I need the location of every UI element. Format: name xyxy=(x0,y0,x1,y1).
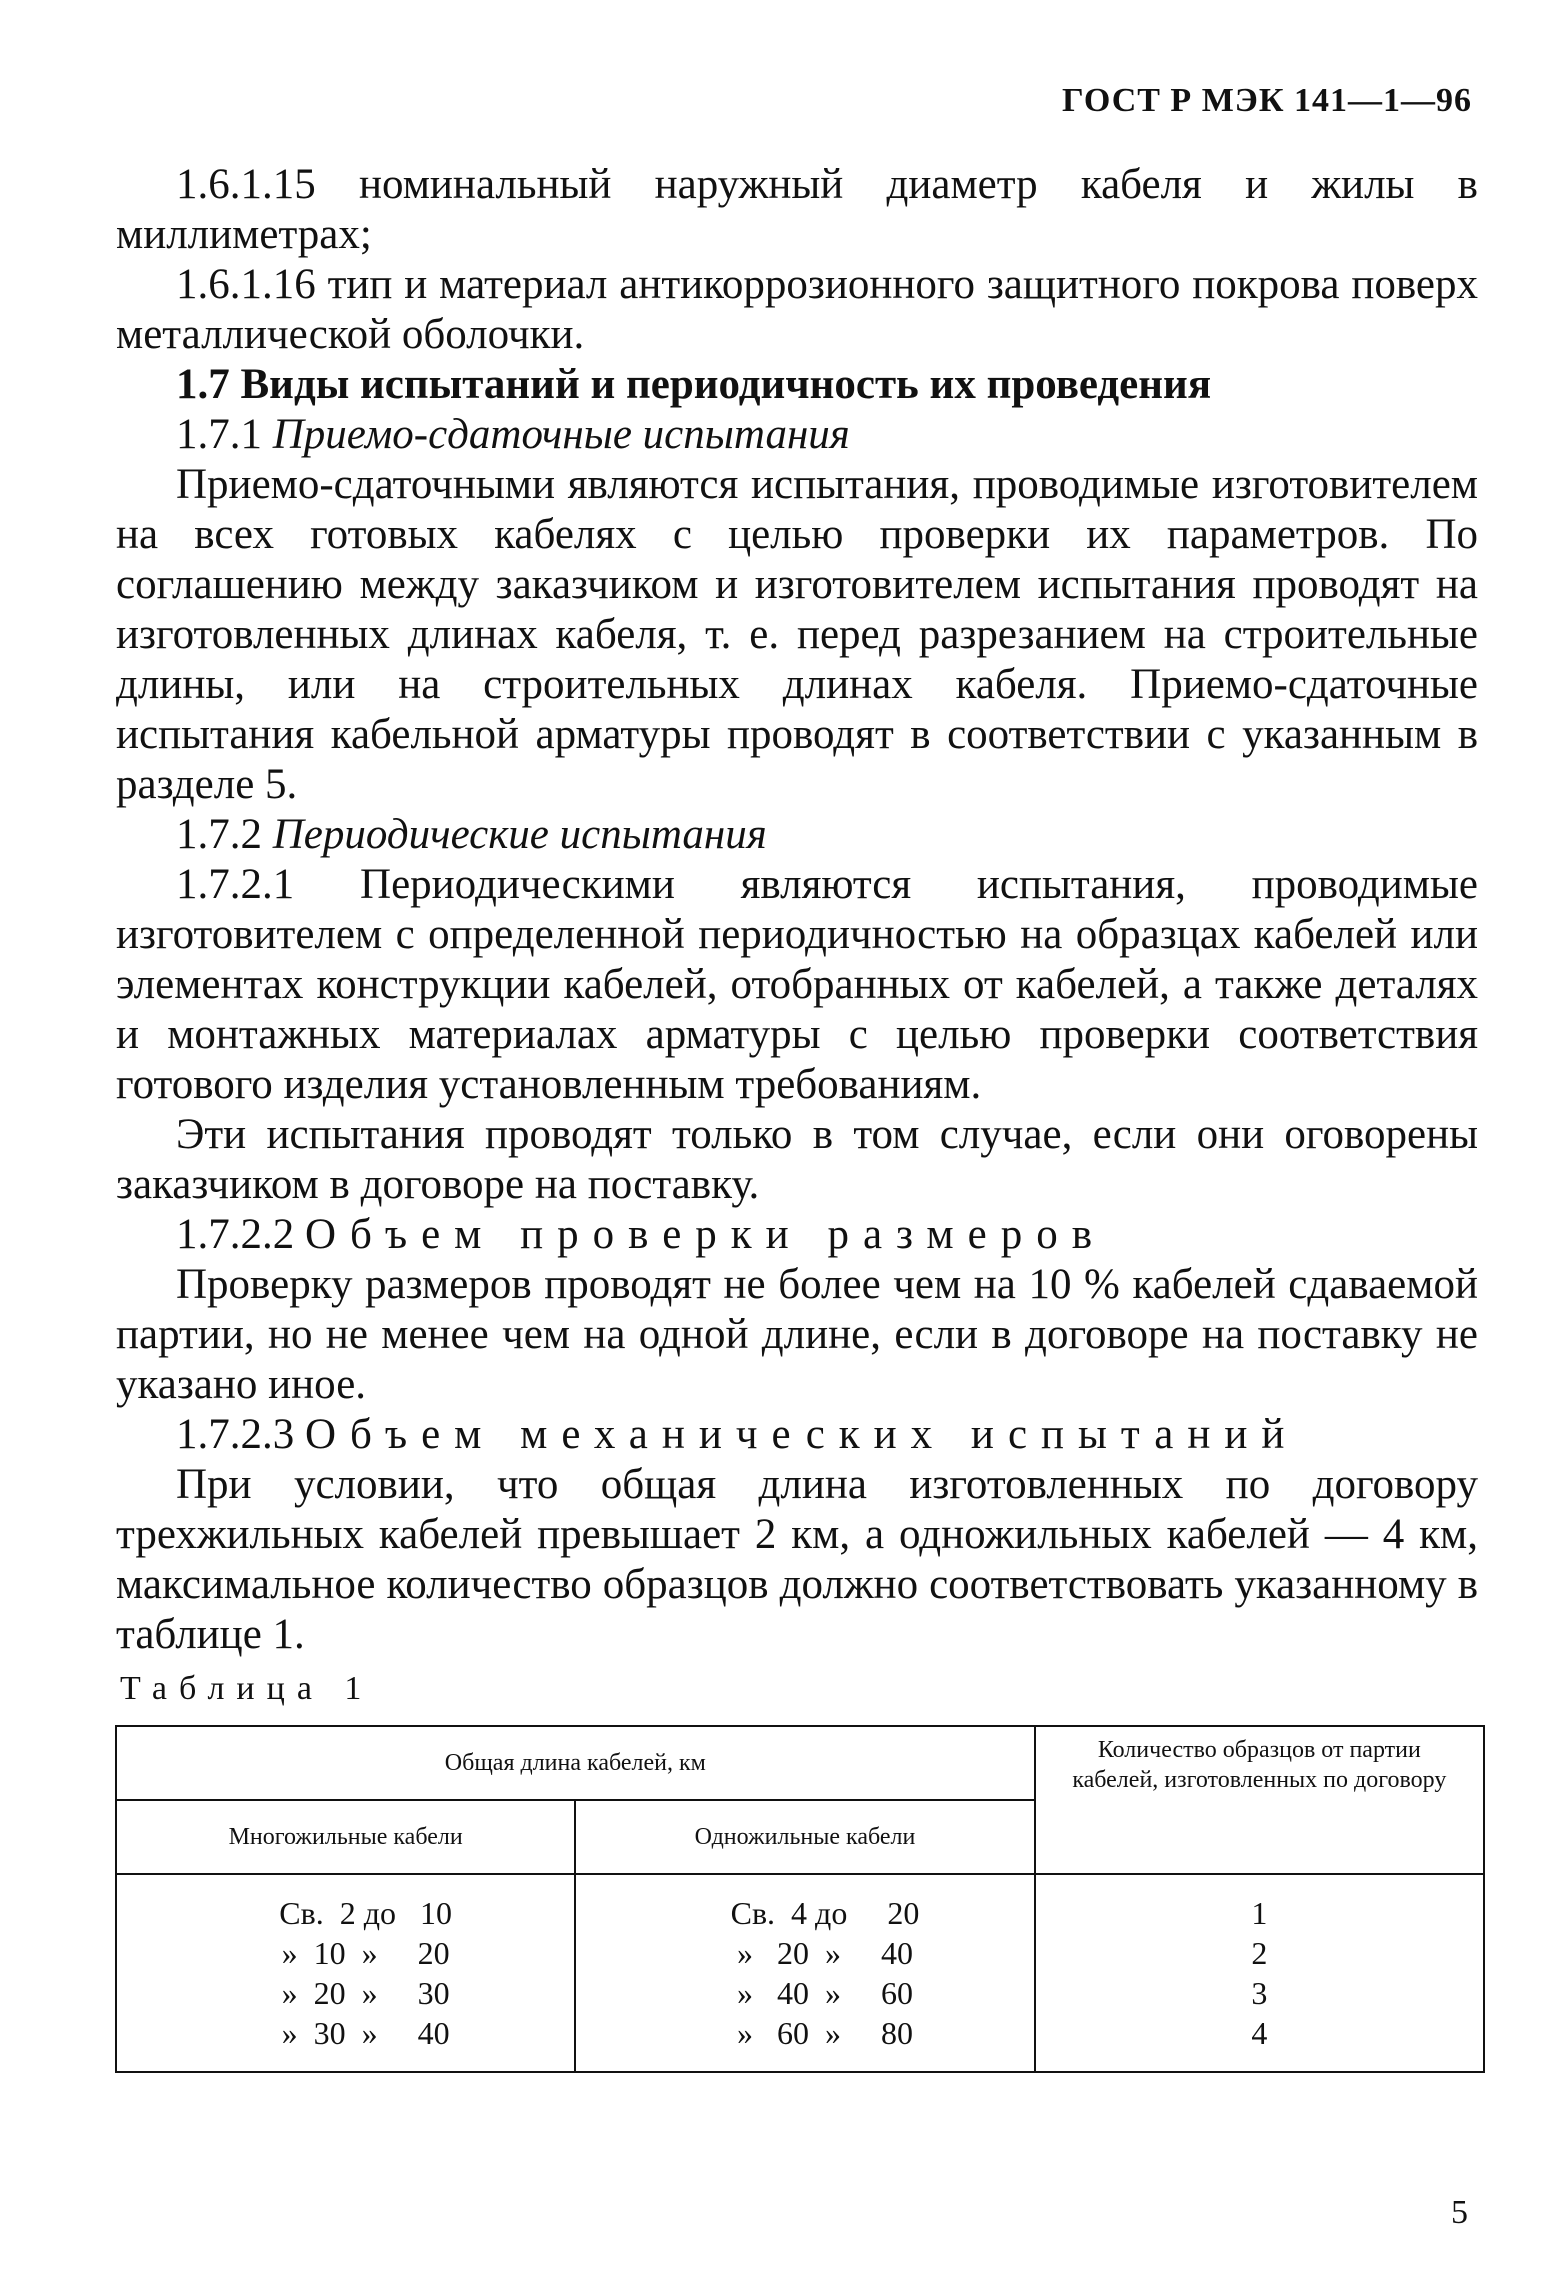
paragraph-1-7-2-1b: Эти испытания проводят только в том случае, если они оговорены заказчиком в договоре на поставку. xyxy=(116,1111,1478,1208)
subsection-number: 1.7.2 xyxy=(176,811,262,858)
header-sample-count: Количество образцов от партии кабелей, изготовленных по договору xyxy=(1035,1726,1484,1874)
subsection-title: Приемо-сдаточные испытания xyxy=(272,411,850,458)
samples-table xyxy=(115,1725,1485,2073)
table-caption: Таблица 1 xyxy=(120,1670,374,1707)
table-cell: » 10 » 20 xyxy=(281,1935,450,1971)
table-cell: » 60 » 80 xyxy=(736,2015,913,2051)
sample-count-column xyxy=(1035,1874,1484,2072)
table-cell: 4 xyxy=(1251,2015,1268,2051)
single-core-column xyxy=(575,1874,1034,2072)
paragraph-1-7-1: Приемо-сдаточными являются испытания, проводимые изготовителем на всех готовых кабелях с целью проверки их параметров. По соглашению между заказчиком и изготовителем испытания проводят на изготовленных длинах кабеля, т. е. перед разрезанием на строительные длины, или на строительных длинах кабеля. Приемо-сдаточные испытания кабельной арматуры проводят в соответствии с указанным в разделе 5. xyxy=(116,461,1478,808)
header-total-length: Общая длина кабелей, км xyxy=(116,1726,1035,1800)
section-heading-1-7: 1.7 Виды испытаний и периодичность их проведения xyxy=(176,361,1212,408)
table-cell: » 40 » 60 xyxy=(736,1975,913,2011)
table-cell: » 20 » 30 xyxy=(281,1975,450,2011)
subsection-heading-1-7-2 xyxy=(116,810,1478,860)
table-header-row xyxy=(116,1726,1484,1800)
page-number: 5 xyxy=(1451,2194,1468,2231)
table-cell: 2 xyxy=(1251,1935,1268,1971)
subsection-heading-1-7-2-2 xyxy=(116,1210,1478,1260)
subsection-number: 1.7.2.3 xyxy=(176,1411,295,1458)
document-header: ГОСТ Р МЭК 141—1—96 xyxy=(1062,82,1472,119)
header-multi-core: Многожильные кабели xyxy=(116,1800,575,1874)
subsection-title: Объем проверки размеров xyxy=(305,1211,1107,1258)
paragraph-1-6-1-16: 1.6.1.16 тип и материал антикоррозионного защитного покрова поверх металлической оболочки. xyxy=(116,261,1478,358)
table-cell: » 30 » 40 xyxy=(281,2015,450,2051)
paragraph-1-7-2-1: 1.7.2.1 Периодическими являются испытания, проводимые изготовителем с определенной периодичностью на образцах кабелей или элементах конструкции кабелей, отобранных от кабелей, а также деталях и монтажных материалах арматуры с целью проверки соответствия готового изделия установленным требованиям. xyxy=(116,861,1478,1108)
table-body-row xyxy=(116,1874,1484,2072)
subsection-title: Периодические испытания xyxy=(272,811,767,858)
header-single-core: Одножильные кабели xyxy=(575,1800,1034,1874)
multi-core-column xyxy=(116,1874,575,2072)
subsection-number: 1.7.1 xyxy=(176,411,262,458)
subsection-title: Объем механических испытаний xyxy=(305,1411,1299,1458)
paragraph-1-6-1-15: 1.6.1.15 номинальный наружный диаметр кабеля и жилы в миллиметрах; xyxy=(116,161,1478,258)
table-cell: Св. 4 до 20 xyxy=(730,1895,920,1931)
table-cell: 1 xyxy=(1251,1895,1268,1931)
subsection-heading-1-7-2-3 xyxy=(116,1410,1478,1460)
table-cell: » 20 » 40 xyxy=(736,1935,913,1971)
table-cell: 3 xyxy=(1251,1975,1268,2011)
subsection-heading-1-7-1 xyxy=(116,410,1478,460)
paragraph-1-7-2-2: Проверку размеров проводят не более чем на 10 % кабелей сдаваемой партии, но не менее чем на одной длине, если в договоре на поставку не указано иное. xyxy=(116,1261,1478,1408)
paragraph-1-7-2-3: При условии, что общая длина изготовленных по договору трехжильных кабелей превышает 2 км, а одножильных кабелей — 4 км, максимальное количество образцов должно соответствовать указанному в таблице 1. xyxy=(116,1461,1478,1658)
document-body xyxy=(116,160,1478,1660)
table-cell: Св. 2 до 10 xyxy=(279,1895,453,1931)
subsection-number: 1.7.2.2 xyxy=(176,1211,295,1258)
